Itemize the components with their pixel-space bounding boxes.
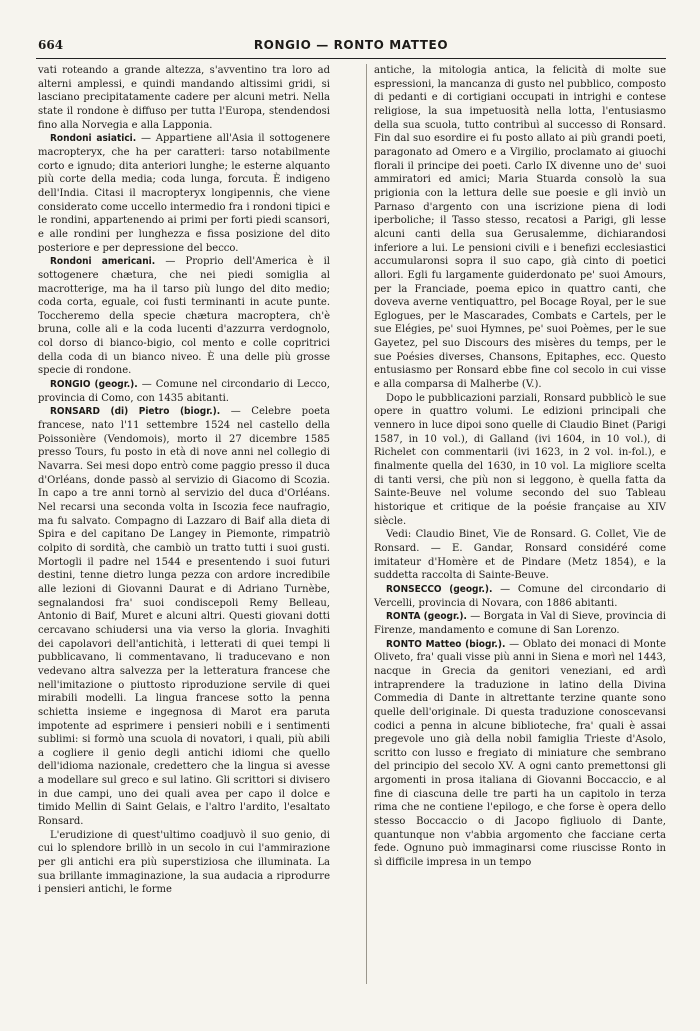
right-column (374, 64, 666, 870)
entry-text: Dopo le pubblicazioni parziali, Ronsard pubblicò le sue opere in quattro volumi. Le edizioni principali che vennero in luce dipoi sono quelle di Claudio Binet (Parigi 1587, in 10 vol.), di Galland (ivi 1604, in 10 vol.), di Richelet con commentarii (ivi 1623, in 2 vol. in-fol.), e finalmente quella del 1630, in 10 vol. La migliore scelta di tanti versi, che più non si leggono, è quella fatta da Sainte-Beuve nel volume secondo del suo Tableau historique et critique de la poésie française au XIV siècle. (374, 392, 666, 527)
dictionary-entry (38, 378, 330, 405)
left-column (38, 64, 330, 897)
dictionary-entry (374, 638, 666, 870)
dictionary-entry (38, 132, 330, 255)
entry-text: — Comune nel circondario di Lecco, provincia di Como, con 1435 abitanti. (38, 379, 330, 404)
entry-text: antiche, la mitologia antica, la felicità di molte sue espressioni, la mancanza di gusto nel pubblico, composto di pedanti e di cortigiani occupati in intrighi e contese religiose, la sua impetuosità nella lotta, l'entusiasmo della sua scuola, tutto contribuì al successo di Ronsard. Fin dal suo esordire ei fu posto allato ai più grandi poeti, paragonato ad Omero e a Virgilio, proclamato ai giuochi florali il principe dei poeti. Carlo IX divenne uno de' suoi ammiratori ed amici; Maria Stuarda consolò la sua prigionia con la lettura delle sue poesie e gli inviò un Parnaso d'argento con una iscrizione piena di lodi iperboliche; il Tasso stesso, recatosi a Parigi, gli lesse alcuni canti della sua Gerusalemme, dichiarandosi inferiore a lui. Le pensioni civili e i benefizi ecclesiastici accumularonsi sopra il suo capo, già cinto di poetici allori. Egli fu largamente guiderdonato pe' suoi Amours, per la Franciade, poema epico in quattro canti, che doveva averne ventiquattro, pel Bocage Royal, per le sue Eglogues, per le Mascarades, Combats e Cartels, per le sue Elégies, pe' suoi Hymnes, pe' suoi Poèmes, per le sue Gayetez, pel suo Discours des misères du temps, per le sue Poésies diverses, Chansons, Epitaphes, ecc. Questo entusiasmo per Ronsard ebbe fine col secolo in cui visse e alla comparsa di Malherbe (V.). (374, 65, 666, 391)
entry-headword: RONGIO (geogr.). (50, 379, 138, 391)
entry-headword: RONTO Matteo (biogr.). (386, 638, 506, 650)
dictionary-entry (374, 583, 666, 610)
entry-headword: RONTA (geogr.). (386, 611, 467, 623)
page-header (36, 36, 666, 59)
entry-text: — Oblato dei monaci di Monte Oliveto, fra' quali visse più anni in Siena e morì nel 1443, nacque in Grecia da genitori veneziani, ed ardì intraprendere la traduzione in latino della Divina Commedia di Dante in altrettante terzine quante sono quelle dell'originale. Di questa traduzione conoscevansi codici a penna in alcune biblioteche, fra' quali è assai pregevole uno già della nobil famiglia Trieste d'Asolo, scritto con lusso e fregiato di miniature che sembrano del principio del secolo XV. A ogni canto premettonsi gli argomenti in prosa italiana di Giovanni Boccaccio, e al fine di ciascuna delle tre parti ha un capitolo in terza rima che ne contiene l'epilogo, e che forse è opera dello stesso Boccaccio o di Jacopo figliuolo di Dante, quantunque non v'abbia argomento che facciane certa fede. Ognuno può immaginarsi come riuscisse Ronto in sì difficile impresa in un tempo (374, 638, 666, 869)
entry-text: — Appartiene all'Asia il sottogenere macropteryx, che ha per caratteri: tarso notabilmente corto e ignudo; dita anteriori lunghe; le esterne alquanto più corte della media; coda lunga, forcuta. È indigeno dell'India. Citasi il macropteryx longipennis, che viene considerato come uccello intermedio fra i rondoni tipici e le rondini, appartenendo ai primi per forti piedi scansori, e alle rondini per lunghezza e fissa posizione del dito posteriore e per depressione del becco. (38, 133, 331, 254)
paragraph (374, 64, 666, 392)
entry-text: Vedi: Claudio Binet, Vie de Ronsard. G. Collet, Vie de Ronsard. — E. Gandar, Ronsard considéré come imitateur d'Homère et de Pindare (Metz 1854), e la suddetta raccolta di Sainte-Beuve. (374, 529, 666, 582)
dictionary-entry (38, 255, 330, 378)
entry-text: L'erudizione di quest'ultimo coadjuvò il suo genio, di cui lo splendore brillò in un secolo in cui l'ammirazione per gli antichi era più superstiziosa che illuminata. La sua brillante immaginazione, la sua audacia a riprodurre i pensieri antichi, le forme (38, 829, 330, 896)
entry-headword: Rondoni americani. (50, 256, 156, 268)
page-number: 664 (38, 38, 64, 52)
dictionary-entry (374, 610, 666, 637)
entry-text: vati roteando a grande altezza, s'avventino tra loro ad alterni amplessi, e quindi mandando altissimi gridi, si lasciano precipitatamente cadere per alcuni metri. Nella state il rondone è diffuso per tutta l'Europa, stendendosi fino alla Norvegia e alla Lapponia. (38, 65, 330, 131)
entry-text: — Celebre poeta francese, nato l'11 settembre 1524 nel castello della Poissonière (Vendomois), morto il 27 dicembre 1585 presso Tours, fu posto in età di nove anni nel collegio di Navarra. Sei mesi dopo entrò come paggio presso il duca d'Orléans, donde passò al servizio di Giacomo di Scozia. In capo a tre anni tornò al servizio del duca d'Orléans. Nel recarsi una seconda volta in Iscozia fece naufragio, ma fu salvato. Compagno di Lazzaro di Baif alla dieta di Spira e del capitano De Langey in Piemonte, rimpatriò colpito di sordità, che cambiò un tratto tutti i suoi gusti. Mortogli il padre nel 1544 e presentendo i suoi futuri destini, tenne dietro lunga pezza con ardore incredibile alle lezioni di Giovanni Daurat e di Adriano Turnèbe, segnalandosi fra' suoi condiscepoli Remy Belleau, Antonio di Baif, Muret e alcuni altri. Questi giovani dotti cercavano schiudersi una via verso la gloria. Invaghiti dei capolavori dell'antichità, i letterati di quei tempi li pubblicavano, li commentavano, li traducevano e non vedevano altra salvezza per la letteratura francese che nell'imitazione o piuttosto riproduzione servile di quei mirabili modelli. La lingua francese sotto la penna schietta insieme e ingegnosa di Marot era paruta impotente ad esprimere i pensieri nobili e i sentimenti sublimi: si formò una scuola di novatori, i quali, più abili a cogliere il genio degli antichi idiomi che quello dell'idioma nazionale, credettero che la lingua si avesse a modellare sul greco e sul latino. Gli scrittori si divisero in due campi, uno dei quali avea per capo il dolce e timido Mellin di Saint Gelais, e l'altro l'ardito, l'esaltato Ronsard. (38, 406, 330, 828)
entry-text: — Borgata in Val di Sieve, provincia di Firenze, mandamento e comune di San Lorenzo. (374, 611, 666, 636)
running-title: RONGIO — RONTO MATTEO (253, 38, 449, 52)
column-divider (366, 64, 367, 984)
entry-headword: RONSARD (di) Pietro (biogr.). (50, 406, 221, 418)
paragraph (38, 64, 330, 132)
entry-text: — Proprio dell'America è il sottogenere chætura, che nei piedi somiglia al macrotterige, ma ha il tarso più lungo del dito medio; coda corta, eguale, coi fusti terminanti in acute punte. Toccheremo della specie chætura macroptera, ch'è bruna, colle ali e la coda lucenti d'azzurra verdognolo, col dorso di bianco-bigio, col mento e colle copritrici della coda di un bianco niveo. È una delle più grosse specie di rondone. (38, 256, 330, 377)
paragraph (374, 528, 666, 583)
paragraph (374, 392, 666, 529)
paragraph (38, 829, 330, 897)
dictionary-entry (38, 405, 330, 828)
entry-headword: RONSECCO (geogr.). (386, 583, 493, 595)
entry-text: — Comune del circondario di Vercelli, provincia di Novara, con 1886 abitanti. (374, 583, 667, 609)
entry-headword: Rondoni asiatici. (50, 133, 137, 145)
